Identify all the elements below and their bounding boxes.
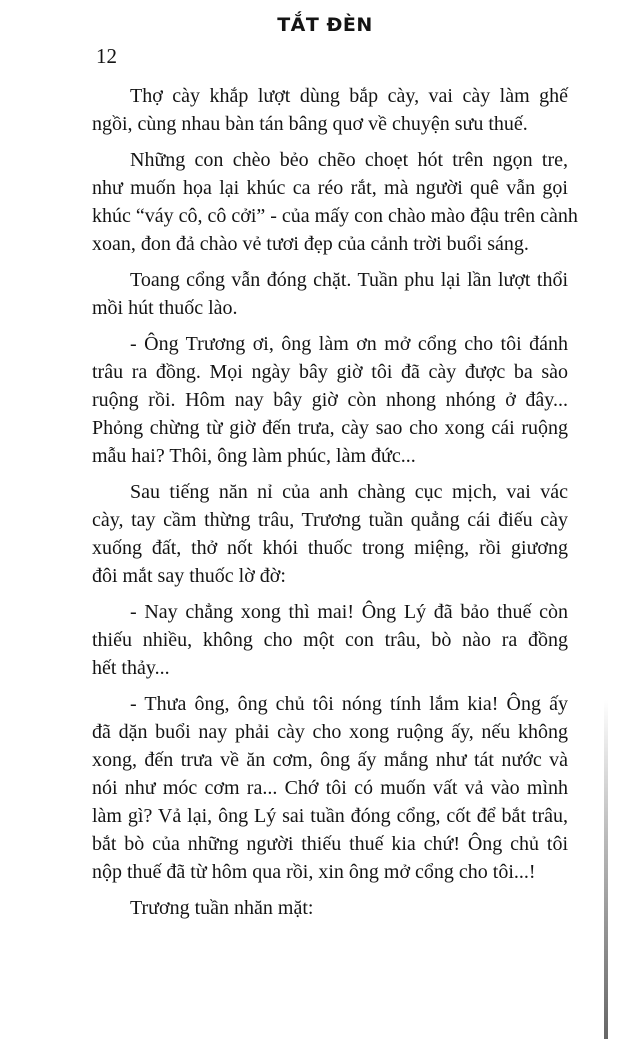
paragraph xyxy=(92,82,568,138)
paragraph xyxy=(92,690,568,886)
text-line: xoan, đon đả chào vẻ tươi đẹp của cảnh trời buổi sáng. xyxy=(92,233,529,255)
text-line: ngồi, cùng nhau bàn tán bâng quơ về chuyện sưu thuế. xyxy=(92,113,528,135)
text-line: hết thảy... xyxy=(92,657,170,679)
text-line: - Thưa ông, ông chủ tôi nóng tính lắm kia! Ông ấy xyxy=(130,693,568,715)
page-number: 12 xyxy=(96,44,117,68)
text-line: Phỏng chừng từ giờ đến trưa, cày sao cho xong cái ruộng xyxy=(92,417,568,439)
text-line: - Ông Trương ơi, ông làm ơn mở cổng cho tôi đánh xyxy=(130,333,568,355)
text-line: mồi hút thuốc lào. xyxy=(92,297,238,319)
text-line: trâu ra đồng. Mọi ngày bây giờ tôi đã cày được ba sào xyxy=(92,361,568,383)
text-line: Trương tuần nhăn mặt: xyxy=(130,897,314,919)
text-line: mẫu hai? Thôi, ông làm phúc, làm đức... xyxy=(92,445,416,467)
text-line: - Nay chẳng xong thì mai! Ông Lý đã bảo thuế còn xyxy=(130,601,568,623)
text-line: Những con chèo bẻo chẽo choẹt hót trên ngọn tre, xyxy=(130,149,568,171)
paragraph xyxy=(92,266,568,322)
text-line: làm gì? Vả lại, ông Lý sai tuần đóng cổng, cốt để bắt trâu, xyxy=(92,805,568,827)
text-line: xong, đến trưa về ăn cơm, ông ấy mắng như tát nước và xyxy=(92,749,568,771)
text-line: bắt bò của những người thiếu thuế kia chứ! Ông chủ tôi xyxy=(92,833,568,855)
paragraph xyxy=(92,598,568,682)
text-line: Sau tiếng năn nỉ của anh chàng cục mịch, vai vác xyxy=(130,481,568,503)
text-line: như muốn họa lại khúc ca réo rắt, mà người quê vẫn gọi xyxy=(92,177,568,199)
page-body-text xyxy=(92,82,578,930)
page-edge-shadow xyxy=(604,700,608,1039)
text-line: cày, tay cầm thừng trâu, Trương tuần quẳng cái điếu cày xyxy=(92,509,568,531)
text-line: khúc “váy cô, cô cởi” - của mấy con chào mào đậu trên cành xyxy=(92,205,578,227)
paragraph xyxy=(92,330,568,470)
text-line: Thợ cày khắp lượt dùng bắp cày, vai cày làm ghế xyxy=(130,85,568,107)
text-line: nộp thuế đã từ hôm qua rồi, xin ông mở cổng cho tôi...! xyxy=(92,861,536,883)
text-line: nói như móc cơm ra... Chớ tôi có muốn vất vả vào mình xyxy=(92,777,568,799)
text-line: Toang cổng vẫn đóng chặt. Tuần phu lại lần lượt thổi xyxy=(130,269,568,291)
paragraph xyxy=(92,894,568,922)
paragraph xyxy=(92,478,568,590)
text-line: xuống đất, thở nốt khói thuốc trong miệng, rồi giương xyxy=(92,537,568,559)
text-line: ruộng rồi. Hôm nay bây giờ còn nhong nhóng ở đây... xyxy=(92,389,568,411)
text-line: đã dặn buổi nay phải cày cho xong ruộng ấy, nếu không xyxy=(92,721,568,743)
running-header-title: TẮT ĐÈN xyxy=(277,14,373,36)
text-line: đôi mắt say thuốc lờ đờ: xyxy=(92,565,286,587)
text-line: thiếu nhiều, không cho một con trâu, bò nào ra đồng xyxy=(92,629,568,651)
paragraph xyxy=(92,146,578,258)
